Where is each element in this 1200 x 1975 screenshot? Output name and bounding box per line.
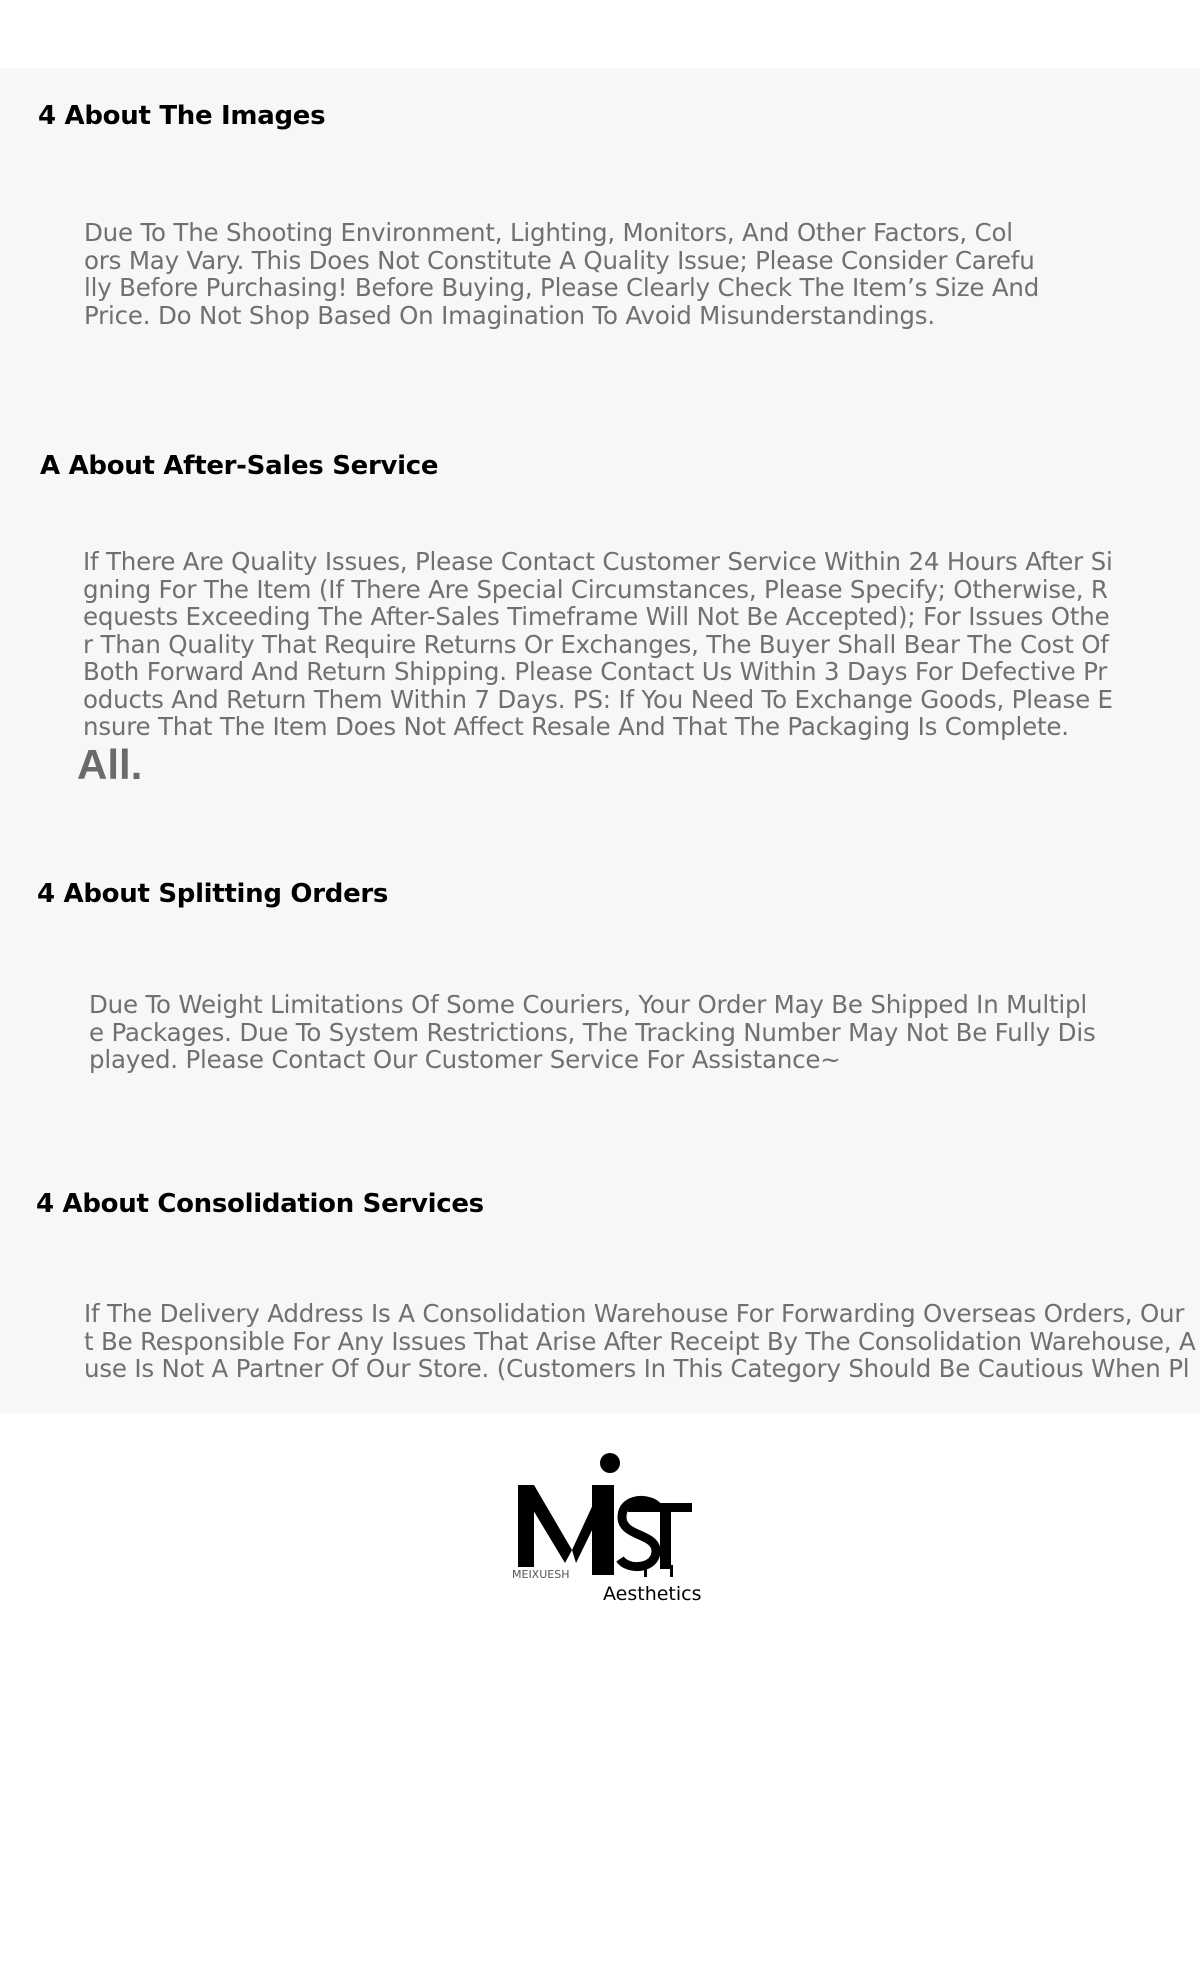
notice-panel <box>0 68 1200 1413</box>
logo-caption: Aesthetics <box>603 1583 702 1605</box>
heading-consolidation-services: 4 About Consolidation Services <box>36 1189 484 1219</box>
heading-splitting-orders: 4 About Splitting Orders <box>37 879 389 909</box>
heading-after-sales: A About After-Sales Service <box>40 451 439 481</box>
body-after-sales: If There Are Quality Issues, Please Contact Customer Service Within 24 Hours After Si gning For The Item (If There Are Special Circumstances, Please Specify; Otherwise, R equests Exceeding The After-Sales Timeframe Will Not Be Accepted); For Issues Othe r Than Quality That Require Returns Or Exchanges, The Buyer Shall Bear The Cost Of Both Forward And Return Shipping. Please Contact Us Within 3 Days For Defective Pr oducts And Return Them Within 7 Days. PS: If You Need To Exchange Goods, Please E nsure That The Item Does Not Affect Resale And That The Packaging Is Complete. <box>83 547 1113 741</box>
logo-small-text: MEIXUESH <box>512 1568 570 1581</box>
body-consolidation-services: If The Delivery Address Is A Consolidation Warehouse For Forwarding Overseas Orders, Our t Be Responsible For Any Issues That Arise After Receipt By The Consolidation Warehouse, A use Is Not A Partner Of Our Store. (Customers In This Category Should Be Cautious When Pl <box>84 1299 1196 1383</box>
body-splitting-orders: Due To Weight Limitations Of Some Couriers, Your Order May Be Shipped In Multipl e Packages. Due To System Restrictions, The Tracking Number May Not Be Fully Dis played. Please Contact Our Customer Service For Assistance~ <box>89 990 1096 1074</box>
brand-logo-mark <box>510 1445 715 1585</box>
brand-logo <box>510 1445 715 1620</box>
body-about-images: Due To The Shooting Environment, Lighting, Monitors, And Other Factors, Col ors May Vary. This Does Not Constitute A Quality Issue; Please Consider Carefu lly Before Purchasing! Before Buying, Please Clearly Check The Item’s Size And Price. Do Not Shop Based On Imagination To Avoid Misunderstandings. <box>84 218 1040 330</box>
after-sales-tail-text: All. <box>77 741 143 788</box>
heading-about-images: 4 About The Images <box>38 101 326 131</box>
